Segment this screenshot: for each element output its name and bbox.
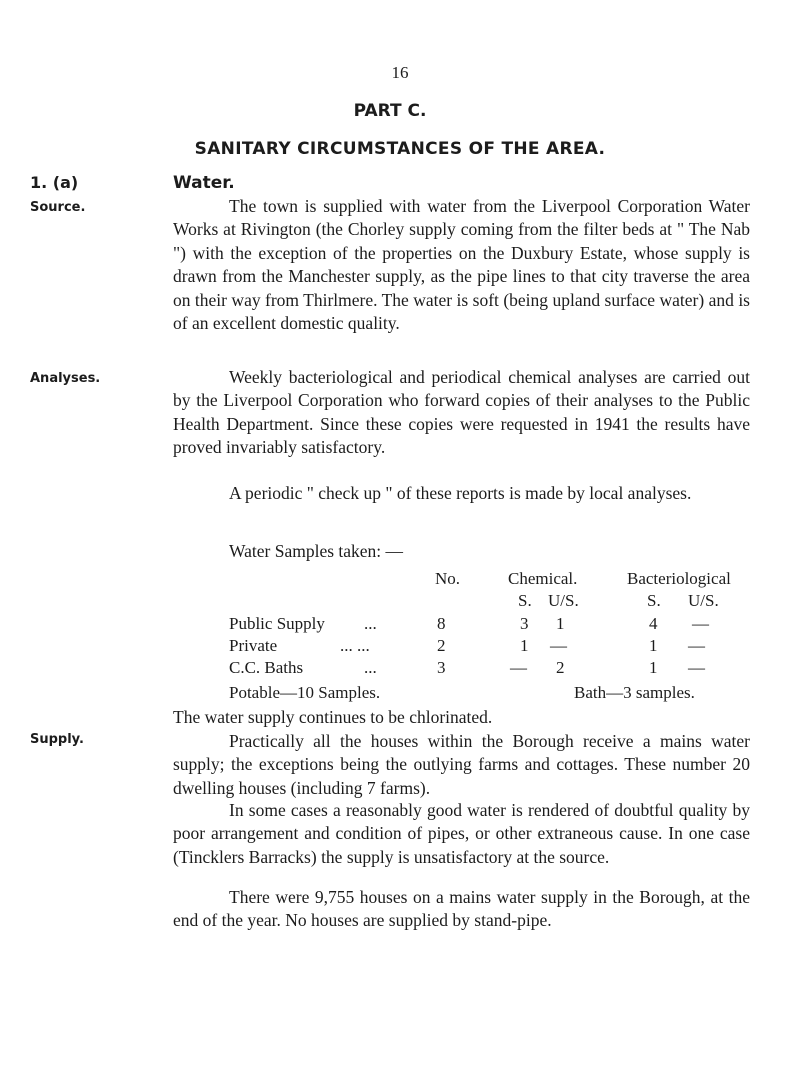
row-chem-s: — — [510, 658, 527, 677]
row-bact-us: — — [688, 658, 705, 677]
row-dots: ... — [364, 614, 377, 633]
row-chem-us: 2 — [556, 658, 565, 677]
subheader-bact-us: U/S. — [688, 591, 719, 610]
paragraph-check: A periodic " check up " of these reports is made by local analyses. — [229, 483, 692, 503]
margin-note-source: Source. — [30, 200, 86, 215]
section-title: Water. — [173, 173, 235, 193]
row-label: Private — [229, 636, 278, 655]
subheader-chem-us: U/S. — [548, 591, 579, 610]
row-chem-s: 1 — [520, 636, 529, 655]
row-chem-s: 3 — [520, 614, 529, 633]
row-dots: ... — [364, 658, 377, 677]
row-bact-s: 1 — [649, 636, 658, 655]
row-no: 8 — [437, 614, 446, 633]
page-number: 16 — [391, 63, 409, 82]
header-no: No. — [435, 569, 461, 588]
summary-potable: Potable—10 Samples. — [229, 683, 381, 702]
row-label: C.C. Baths — [229, 658, 304, 677]
paragraph-doubtful: In some cases a reasonably good water is rendered of doubtful quality by poor arrangement and condition of pipes, or other extraneous cause. In one case (Tincklers Barracks) the supply is unsatisfactory at the source. — [173, 800, 750, 867]
margin-note-supply: Supply. — [30, 732, 84, 747]
part-title: PART C. — [353, 101, 427, 121]
header-chemical: Chemical. — [508, 569, 578, 588]
paragraph-supply: Practically all the houses within the Borough receive a mains water supply; the exceptions being the outlying farms and cottages. These number 20 dwelling houses (including 7 farms). — [173, 731, 750, 798]
row-bact-s: 4 — [649, 614, 658, 633]
subheader-bact-s: S. — [647, 591, 661, 610]
chlorination-note: The water supply continues to be chlorinated. — [173, 707, 493, 727]
header-bacteriological: Bacteriological — [627, 569, 731, 588]
row-label: Public Supply — [229, 614, 325, 633]
row-chem-us: 1 — [556, 614, 565, 633]
row-bact-us: — — [692, 614, 709, 633]
row-no: 3 — [437, 658, 446, 677]
row-no: 2 — [437, 636, 446, 655]
row-chem-us: — — [550, 636, 567, 655]
summary-bath: Bath—3 samples. — [574, 683, 695, 702]
samples-intro: Water Samples taken: — — [229, 541, 404, 561]
paragraph-analyses: Weekly bacteriological and periodical chemical analyses are carried out by the Liverpool Corporation who forward copies of their analyses to the Public Health Department. Since these copies were requested in 1941 the results have proved invariably satisfactory. — [173, 367, 750, 458]
subheader-chem-s: S. — [518, 591, 532, 610]
row-bact-s: 1 — [649, 658, 658, 677]
paragraph-source: The town is supplied with water from the Liverpool Corporation Water Works at Rivington (the Chorley supply coming from the filter beds at " The Nab ") with the exception of the properties on the Duxbury Estate, whose supply is drawn from the Manchester supply, as the pipe lines to that city traverse the area on their way from Thirlmere. The water is soft (being upland surface water) and is of an excellent domestic quality. — [173, 196, 750, 334]
section-number: 1. (a) — [30, 173, 79, 192]
paragraph-houses: There were 9,755 houses on a mains water supply in the Borough, at the end of the year. No houses are supplied by stand-pipe. — [173, 887, 750, 931]
row-bact-us: — — [688, 636, 705, 655]
row-dots: ... ... — [340, 636, 370, 655]
page-heading: SANITARY CIRCUMSTANCES OF THE AREA. — [194, 139, 606, 159]
margin-note-analyses: Analyses. — [30, 371, 101, 386]
